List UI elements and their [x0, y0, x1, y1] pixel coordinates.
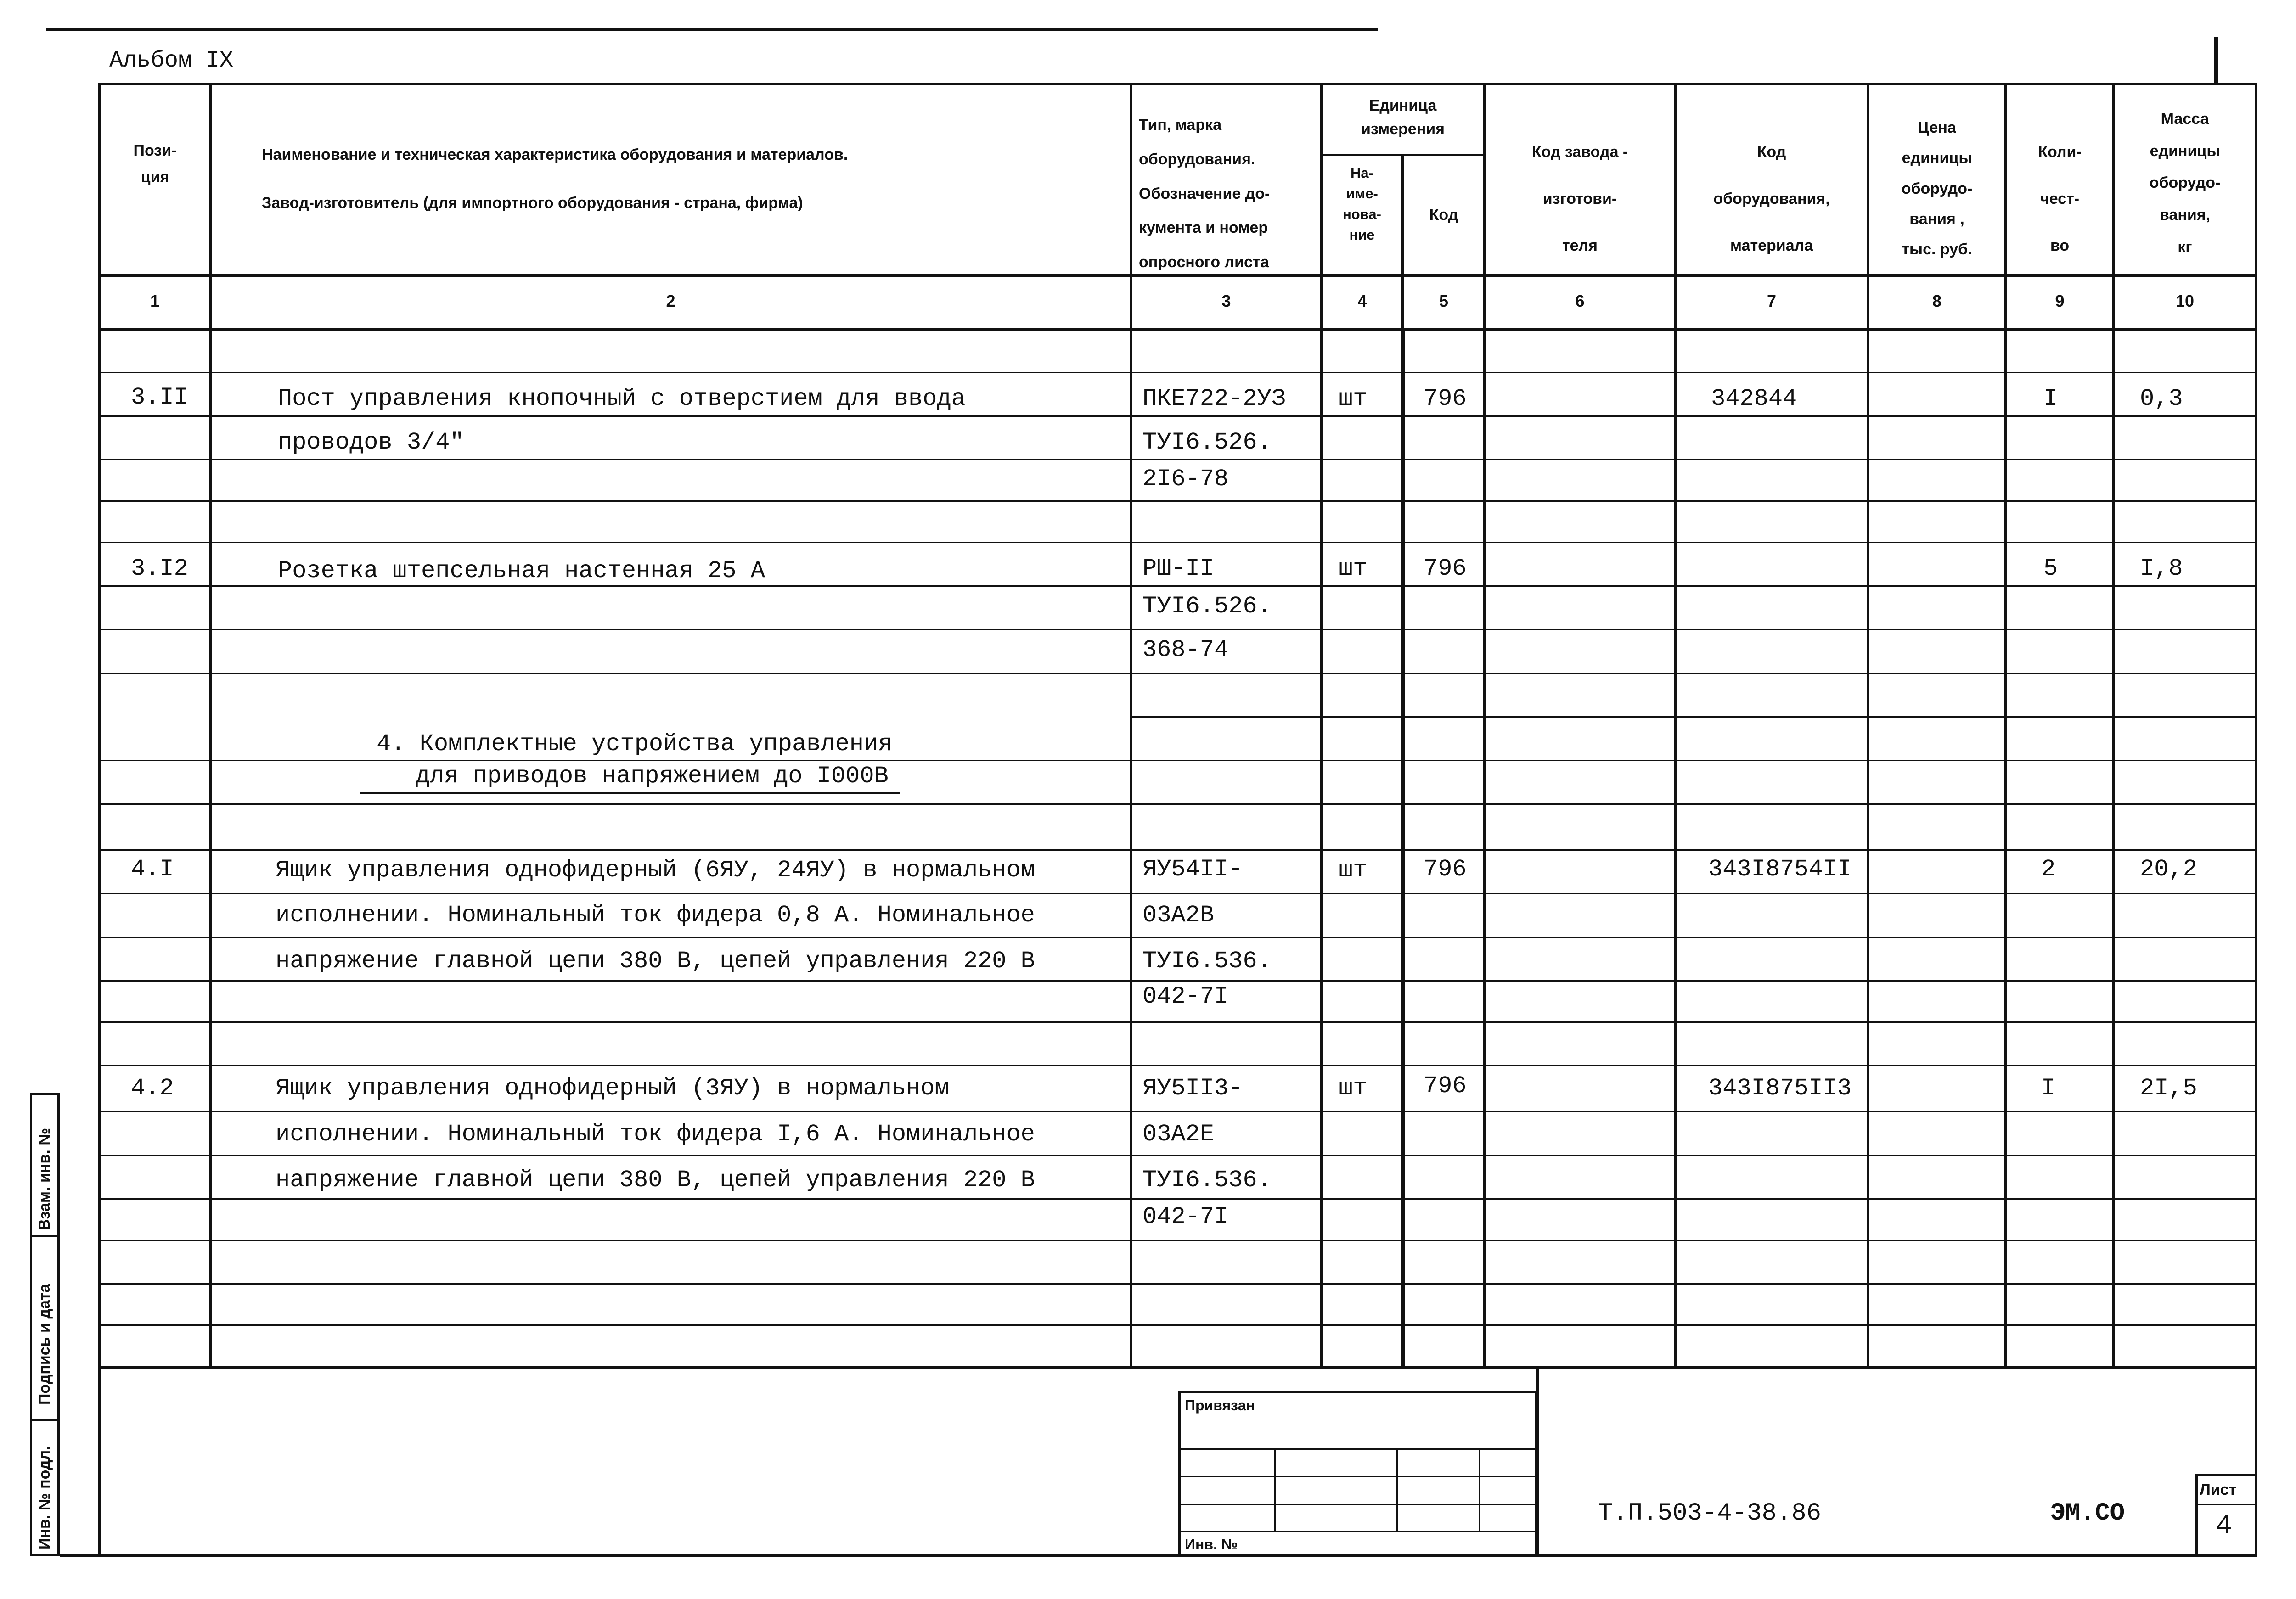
header-factory-code: Код завода - изготови- теля — [1531, 143, 1628, 254]
sheet-label: Лист — [2200, 1481, 2237, 1498]
privyazan-label: Привязан — [1185, 1397, 1255, 1414]
bottom-right-border — [2255, 1366, 2257, 1556]
bottom-border — [60, 1554, 2257, 1557]
album-label: Альбом IX — [109, 48, 234, 74]
doc-mark: ЭМ.СО — [2050, 1499, 2125, 1527]
header-unit: Единица измерения — [1361, 97, 1445, 138]
inv-no-label: Инв. № — [1185, 1536, 1238, 1553]
header-position: Пози- ция — [133, 142, 177, 186]
header-equip-code: Код оборудования, материала — [1713, 143, 1830, 254]
header-price: Цена единицы оборудо- вания , тыс. руб. — [1901, 119, 1973, 258]
header-unit-name: На- име- нова- ние — [1343, 165, 1381, 243]
bottom-left-border — [98, 1366, 101, 1556]
header-unit-code: Код — [1429, 206, 1458, 224]
corner-rule — [2214, 37, 2218, 85]
header-name: Наименование и техническая характеристика оборудования и материалов. Завод-изготовитель (для импортного оборудования - страна, фирма) — [262, 146, 848, 212]
top-rule — [46, 28, 1378, 31]
header-qty: Коли- чест- во — [2038, 143, 2082, 254]
header-type: Тип, марка оборудования. Обозначение до- кумента и номер опросного листа — [1139, 116, 1270, 271]
doc-code: Т.П.503-4-38.86 — [1598, 1499, 1822, 1527]
sheet-number: 4 — [2216, 1511, 2233, 1542]
header-mass: Масса единицы оборудо- вания, кг — [2149, 110, 2221, 256]
